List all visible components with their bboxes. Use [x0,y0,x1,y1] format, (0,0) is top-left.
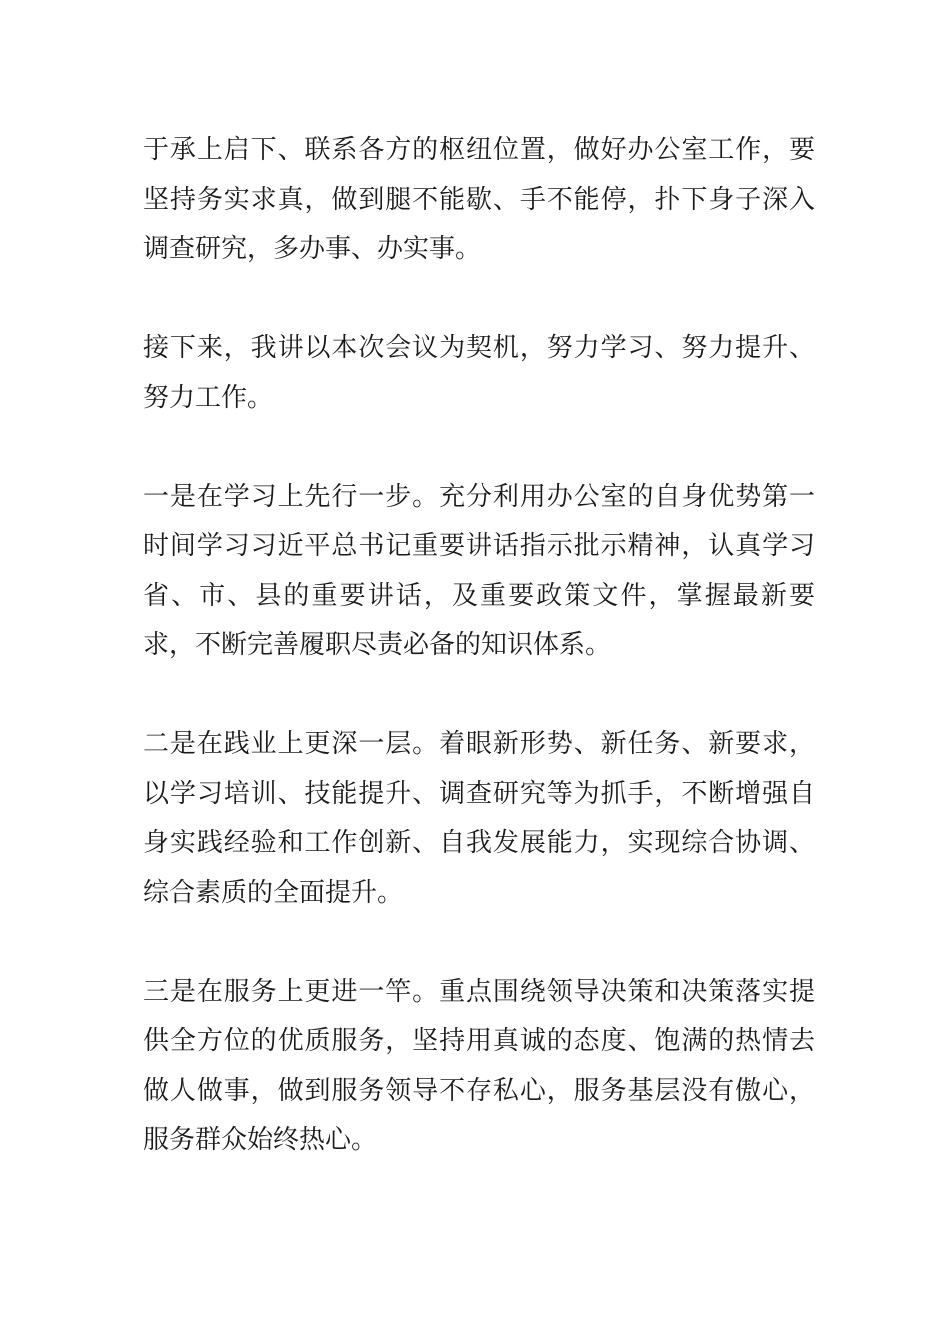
paragraph-4: 二是在践业上更深一层。着眼新形势、新任务、新要求，以学习培训、技能提升、调查研究等为抓手，不断增强自身实践经验和工作创新、自我发展能力，实现综合协调、综合素质的全面提升。 [143,729,815,908]
paragraph-2: 接下来，我讲以本次会议为契机，努力学习、努力提升、努力工作。 [143,333,815,413]
document-body [143,126,815,1215]
paragraph-5: 三是在服务上更进一竿。重点围绕领导决策和决策落实提供全方位的优质服务，坚持用真诚的态度、饱满的热情去做人做事，做到服务领导不存私心，服务基层没有傲心，服务群众始终热心。 [143,976,815,1155]
paragraph-3: 一是在学习上先行一步。充分利用办公室的自身优势第一时间学习习近平总书记重要讲话指示批示精神，认真学习省、市、县的重要讲话，及重要政策文件，掌握最新要求，不断完善履职尽责必备的知识体系。 [143,481,815,660]
paragraph-1: 于承上启下、联系各方的枢纽位置，做好办公室工作，要坚持务实求真，做到腿不能歇、手不能停，扑下身子深入调查研究，多办事、办实事。 [143,135,815,264]
